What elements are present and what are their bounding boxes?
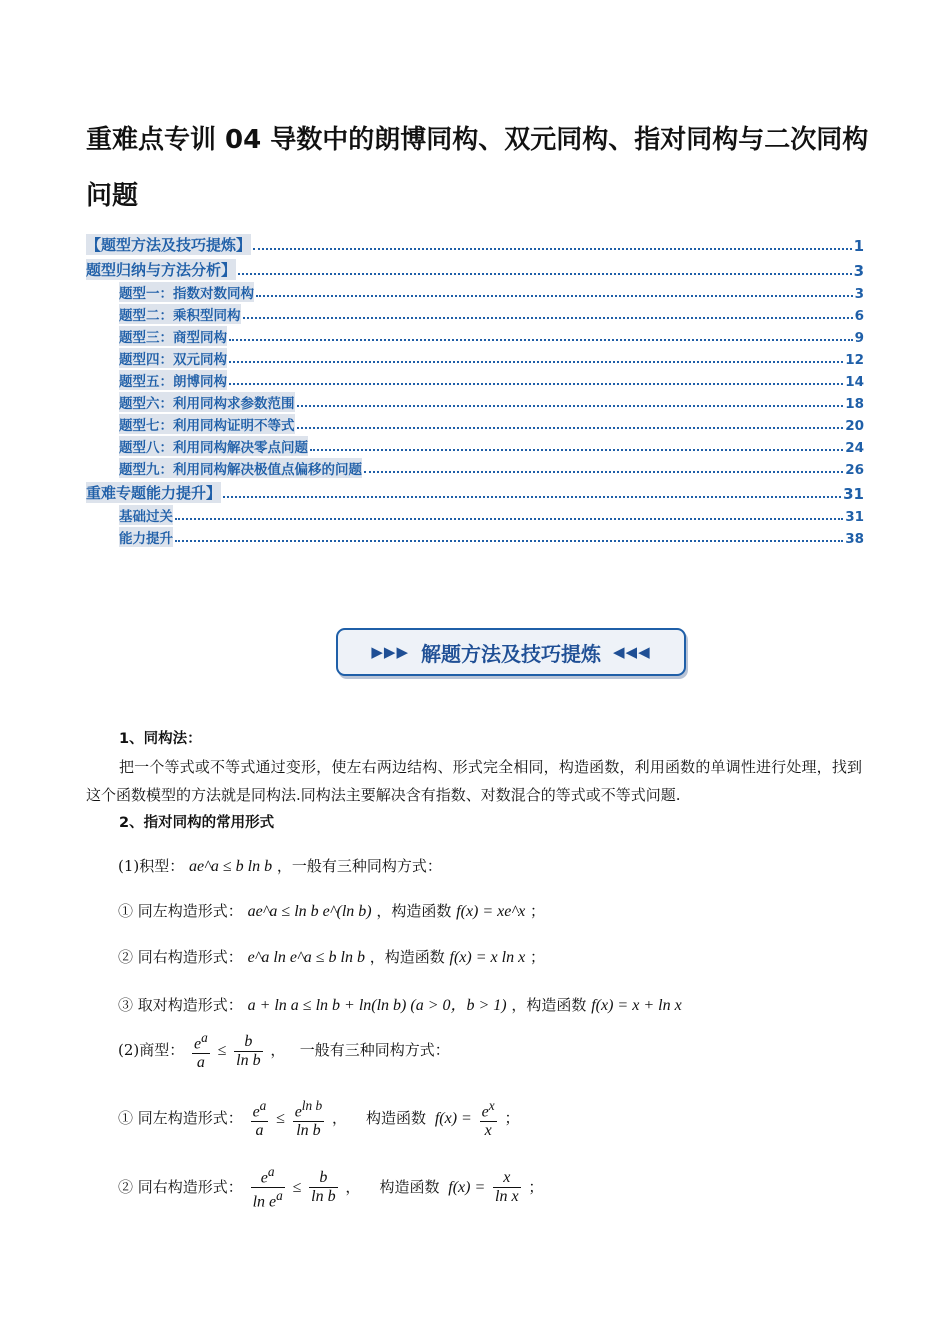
p2-function: f(x) = x ln x [449, 949, 526, 966]
toc-entry[interactable] [86, 456, 864, 478]
toc-entry-label: 题型九：利用同构解决极值点偏移的问题 [119, 458, 362, 478]
toc-entry-label: 题型六：利用同构求参数范围 [119, 392, 295, 412]
p2-mid: ，构造函数 [369, 948, 445, 966]
q2-label: ② 同右构造形式： [118, 1177, 243, 1196]
product-type-line [118, 855, 442, 876]
toc-entry-page: 26 [845, 462, 864, 478]
product-form-1 [118, 900, 545, 921]
toc-entry[interactable] [86, 230, 864, 255]
toc-entry-page: 31 [845, 509, 864, 525]
toc-entry[interactable] [86, 434, 864, 456]
toc-leader-dots [175, 518, 843, 520]
toc-leader-dots [310, 449, 843, 451]
toc-entry-label: 重难专题能力提升】 [86, 484, 222, 502]
section-heading-2: 2、指对同构的常用形式 [119, 815, 275, 831]
toc-entry[interactable] [86, 503, 864, 525]
toc-leader-dots [223, 496, 841, 498]
toc-entry[interactable] [86, 412, 864, 434]
toc-entry-page: 1 [853, 237, 864, 255]
q1-fraction-left: $\frac{e^a}{a}$ [252, 1098, 267, 1140]
product-tail: ，一般有三种同构方式： [276, 857, 442, 875]
toc-entry-label: 题型八：利用同构解决零点问题 [119, 436, 308, 456]
quotient-type-line: (2)商型： $\frac{e^a}{a}$ ≤ $\frac{b}{\text{ln b}}$ ， 一般有三种同构方式： [118, 1030, 450, 1072]
toc-entry[interactable] [86, 478, 864, 503]
toc-leader-dots [238, 273, 852, 275]
toc-leader-dots [253, 248, 852, 250]
p1-expression: ae^a ≤ ln b e^(ln b) [247, 903, 372, 920]
p2-end: ； [529, 948, 545, 966]
q1-function-fraction: $\frac{e^x}{x}$ [481, 1098, 495, 1140]
banner-label: 解题方法及技巧提炼 [421, 641, 601, 666]
product-form-2 [118, 946, 545, 967]
q1-label: ① 同左构造形式： [118, 1109, 243, 1128]
toc-entry[interactable] [86, 368, 864, 390]
toc-entry-label: 题型七：利用同构证明不等式 [119, 414, 295, 434]
toc-leader-dots [297, 427, 844, 429]
toc-entry-label: 题型四：双元同构 [119, 348, 227, 368]
table-of-contents [86, 230, 864, 547]
toc-entry[interactable] [86, 346, 864, 368]
left-arrows-icon: ◀◀◀ [613, 643, 651, 661]
toc-entry[interactable] [86, 324, 864, 346]
p1-label: ① 同左构造形式： [118, 902, 243, 920]
toc-entry-page: 24 [845, 440, 864, 456]
section-paragraph-1: 把一个等式或不等式通过变形，使左右两边结构、形式完全相同，构造函数，利用函数的单调性进行处理，找到这个函数模型的方法就是同构法.同构法主要解决含有指数、对数混合的等式或不等式问题. [86, 758, 862, 804]
p3-function: f(x) = x + ln x [591, 997, 682, 1014]
p1-end: ； [530, 902, 546, 920]
toc-leader-dots [229, 361, 843, 363]
toc-entry-label: 题型五：朗博同构 [119, 370, 227, 390]
quotient-tail: 一般有三种同构方式： [299, 1041, 450, 1060]
document-title: 重难点专训 04 导数中的朗博同构、双元同构、指对同构与二次同构问题 [86, 125, 869, 211]
toc-entry-label: 题型三：商型同构 [119, 326, 227, 346]
p3-mid: ，构造函数 [511, 996, 587, 1014]
p2-expression: e^a ln e^a ≤ b ln b [247, 949, 365, 966]
product-form-3 [118, 992, 682, 1015]
toc-leader-dots [243, 317, 853, 319]
toc-entry-label: 【题型方法及技巧提炼】 [86, 236, 252, 254]
toc-entry-label: 题型一：指数对数同构 [119, 282, 254, 302]
toc-entry-page: 31 [843, 485, 864, 503]
quotient-form-1: ① 同左构造形式： $\frac{e^a}{a}$ ≤ $\frac{e^{ln b}}{\text{ln b}}$ ， 构造函数 f(x) = $\frac{e^x}{x}$ ； [118, 1098, 520, 1140]
toc-entry-page: 20 [845, 418, 864, 434]
toc-entry-page: 3 [853, 262, 864, 280]
toc-entry-page: 6 [854, 308, 864, 324]
quotient-intro: (2)商型： [118, 1041, 185, 1060]
q2-function-fraction: $\frac{x}{\text{ln x}}$ [495, 1169, 519, 1206]
toc-leader-dots [175, 540, 843, 542]
toc-entry-page: 3 [854, 286, 864, 302]
quotient-fraction-right: $\frac{b}{\text{ln b}}$ [236, 1032, 261, 1069]
toc-entry-label: 题型二：乘积型同构 [119, 304, 241, 324]
right-arrows-icon: ▶▶▶ [371, 643, 409, 661]
toc-leader-dots [229, 383, 843, 385]
q1-end: ； [504, 1109, 520, 1128]
toc-entry[interactable] [86, 390, 864, 412]
toc-entry-label: 基础过关 [119, 505, 173, 525]
toc-leader-dots [364, 471, 843, 473]
toc-entry-label: 能力提升 [119, 527, 173, 547]
product-intro: (1)积型： [118, 857, 185, 875]
p1-function: f(x) = xe^x [456, 903, 526, 920]
toc-entry-page: 12 [845, 352, 864, 368]
q2-mid: 构造函数 [379, 1177, 440, 1196]
toc-entry[interactable] [86, 280, 864, 302]
toc-leader-dots [256, 295, 853, 297]
toc-leader-dots [297, 405, 844, 407]
q1-fraction-right: $\frac{e^{ln b}}{\text{ln b}}$ [294, 1098, 323, 1140]
quotient-fraction-left: $\frac{e^a}{a}$ [194, 1030, 208, 1072]
product-expression: ae^a ≤ b ln b [189, 858, 273, 875]
toc-leader-dots [229, 339, 853, 341]
q2-fraction-left: $\frac{e^a}{\ln e^a}$ [252, 1164, 283, 1211]
toc-entry-page: 18 [845, 396, 864, 412]
section-heading-1: 1、同构法： [119, 731, 202, 747]
section-banner [336, 628, 686, 676]
toc-entry-page: 38 [845, 531, 864, 547]
q1-mid: 构造函数 [366, 1109, 427, 1128]
toc-entry[interactable] [86, 302, 864, 324]
q2-fraction-right: $\frac{b}{\text{ln b}}$ [311, 1169, 336, 1206]
q2-end: ； [528, 1177, 544, 1196]
toc-entry[interactable] [86, 255, 864, 280]
toc-entry-page: 14 [845, 374, 864, 390]
p2-label: ② 同右构造形式： [118, 948, 243, 966]
p3-expression: a + ln a ≤ ln b + ln(ln b) (a > 0，b > 1) [247, 997, 507, 1014]
toc-entry-label: 题型归纳与方法分析】 [86, 261, 237, 279]
method-content [86, 725, 862, 837]
p1-mid: ，构造函数 [376, 902, 452, 920]
p3-label: ③ 取对构造形式： [118, 996, 243, 1014]
quotient-form-2: ② 同右构造形式： $\frac{e^a}{\ln e^a}$ ≤ $\frac{b}{\text{ln b}}$ ， 构造函数 f(x) = $\frac{x}{\text{ln x}}$ ； [118, 1164, 544, 1211]
toc-entry-page: 9 [854, 330, 864, 346]
toc-entry[interactable] [86, 525, 864, 547]
